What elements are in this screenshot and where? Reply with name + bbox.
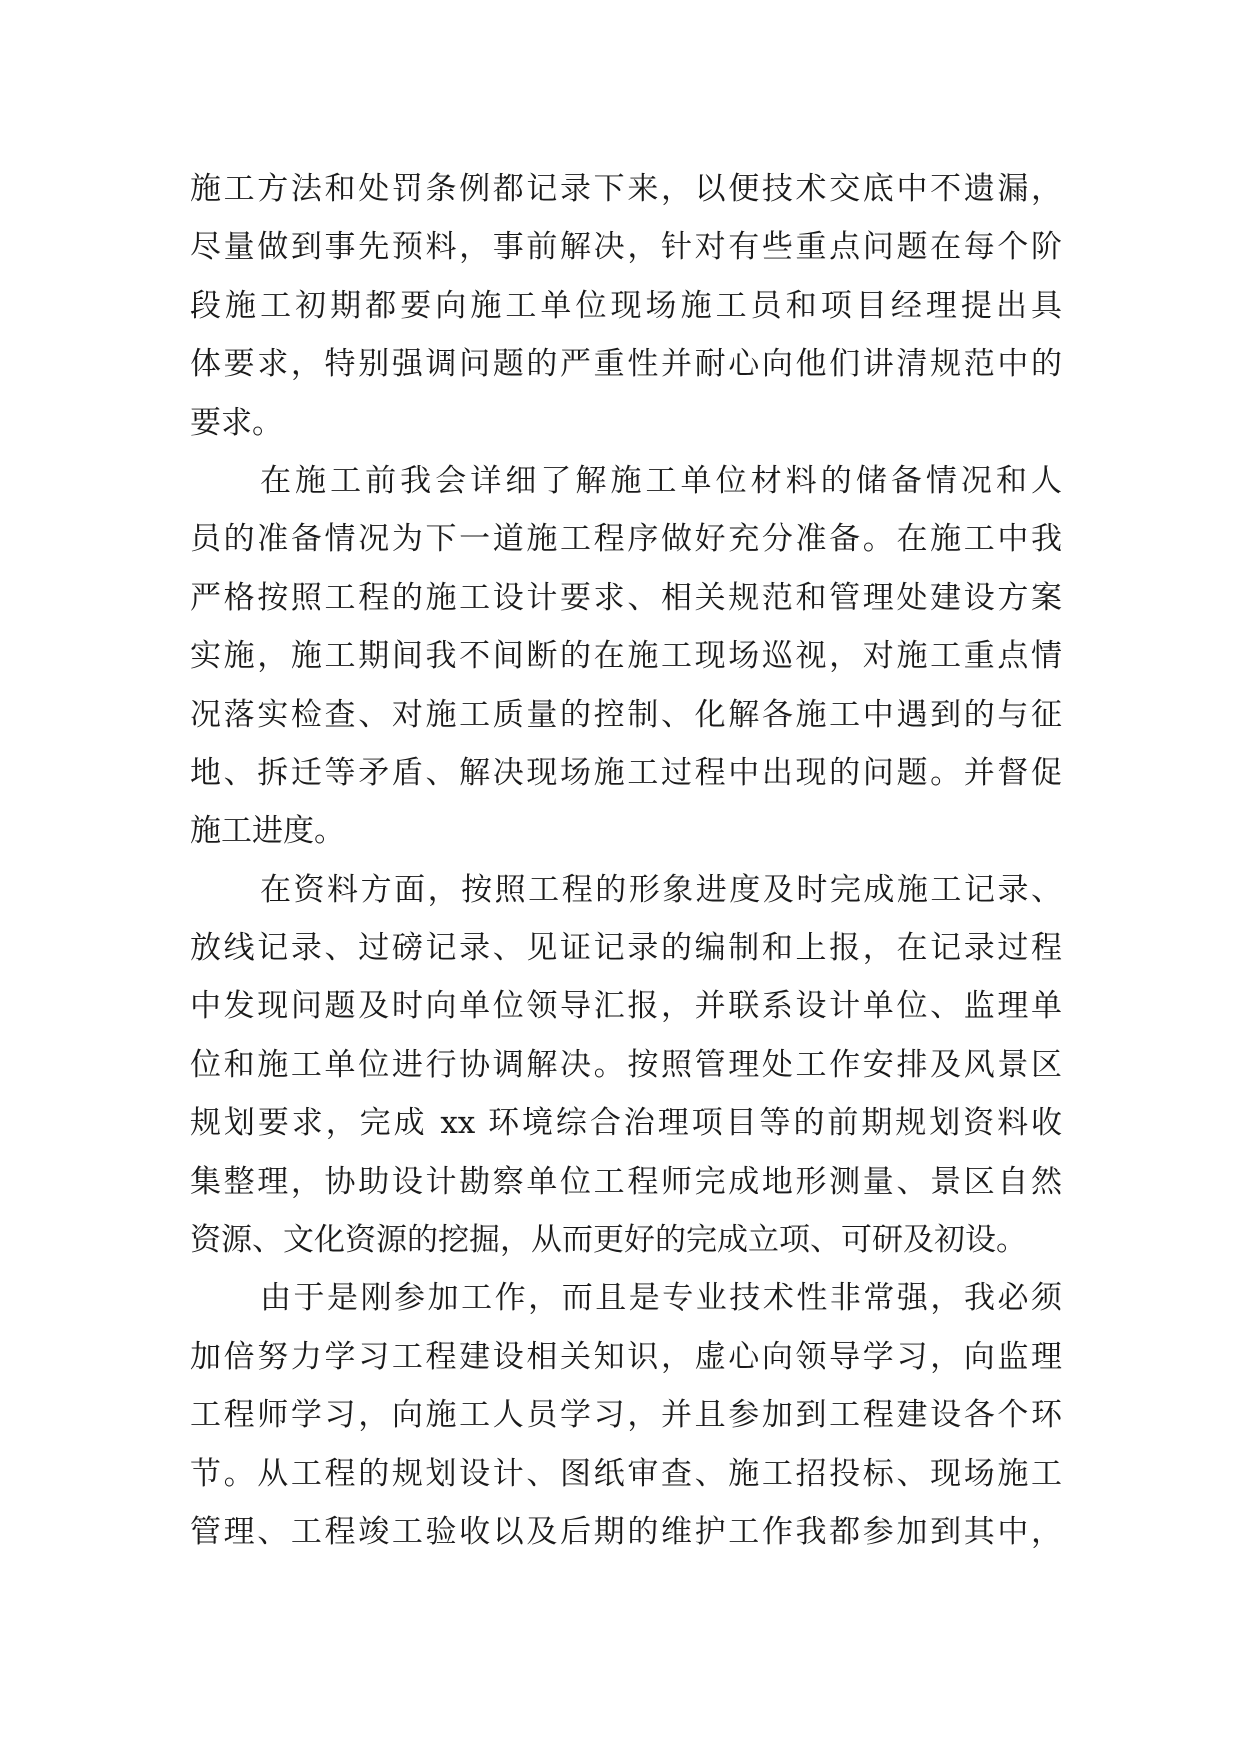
text-line: 加倍努力学习工程建设相关知识，虚心向领导学习，向监理	[190, 1338, 1062, 1375]
text-line: 由于是刚参加工作，而且是专业技术性非常强，我必须	[260, 1280, 1062, 1317]
text-line: 施工方法和处罚条例都记录下来，以便技术交底中不遗漏，	[190, 171, 1062, 207]
text-line: 况落实检查、对施工质量的控制、化解各施工中遇到的与征	[190, 696, 1062, 733]
text-line: 体要求，特别强调问题的严重性并耐心向他们讲清规范中的	[190, 346, 1062, 383]
text-line: 资源、文化资源的挖掘，从而更好的完成立项、可研及初设。	[190, 1222, 1027, 1259]
text-line: 在资料方面，按照工程的形象进度及时完成施工记录、	[260, 871, 1062, 908]
text-line: 集整理，协助设计勘察单位工程师完成地形测量、景区自然	[190, 1163, 1062, 1200]
text-line: 严格按照工程的施工设计要求、相关规范和管理处建设方案	[190, 579, 1062, 616]
text-line: 要求。	[190, 404, 283, 441]
text-line: 在施工前我会详细了解施工单位材料的储备情况和人	[260, 462, 1062, 499]
text-line: 施工进度。	[190, 813, 345, 850]
text-line: 中发现问题及时向单位领导汇报，并联系设计单位、监理单	[190, 988, 1062, 1025]
body-text	[190, 160, 1062, 1561]
text-line: 工程师学习，向施工人员学习，并且参加到工程建设各个环	[190, 1397, 1062, 1434]
text-line: 节。从工程的规划设计、图纸审查、施工招投标、现场施工	[190, 1455, 1062, 1492]
text-line: 地、拆迁等矛盾、解决现场施工过程中出现的问题。并督促	[190, 754, 1062, 791]
text-line: 管理、工程竣工验收以及后期的维护工作我都参加到其中，	[190, 1513, 1062, 1550]
text-line: 员的准备情况为下一道施工程序做好充分准备。在施工中我	[190, 521, 1062, 558]
text-line: 位和施工单位进行协调解决。按照管理处工作安排及风景区	[190, 1046, 1062, 1083]
text-line: 段施工初期都要向施工单位现场施工员和项目经理提出具	[190, 287, 1062, 324]
text-line: 规划要求，完成 xx 环境综合治理项目等的前期规划资料收	[190, 1105, 1062, 1142]
text-line: 放线记录、过磅记录、见证记录的编制和上报，在记录过程	[190, 930, 1062, 967]
text-line: 尽量做到事先预料，事前解决，针对有些重点问题在每个阶	[190, 229, 1062, 266]
text-line: 实施，施工期间我不间断的在施工现场巡视，对施工重点情	[190, 638, 1062, 675]
